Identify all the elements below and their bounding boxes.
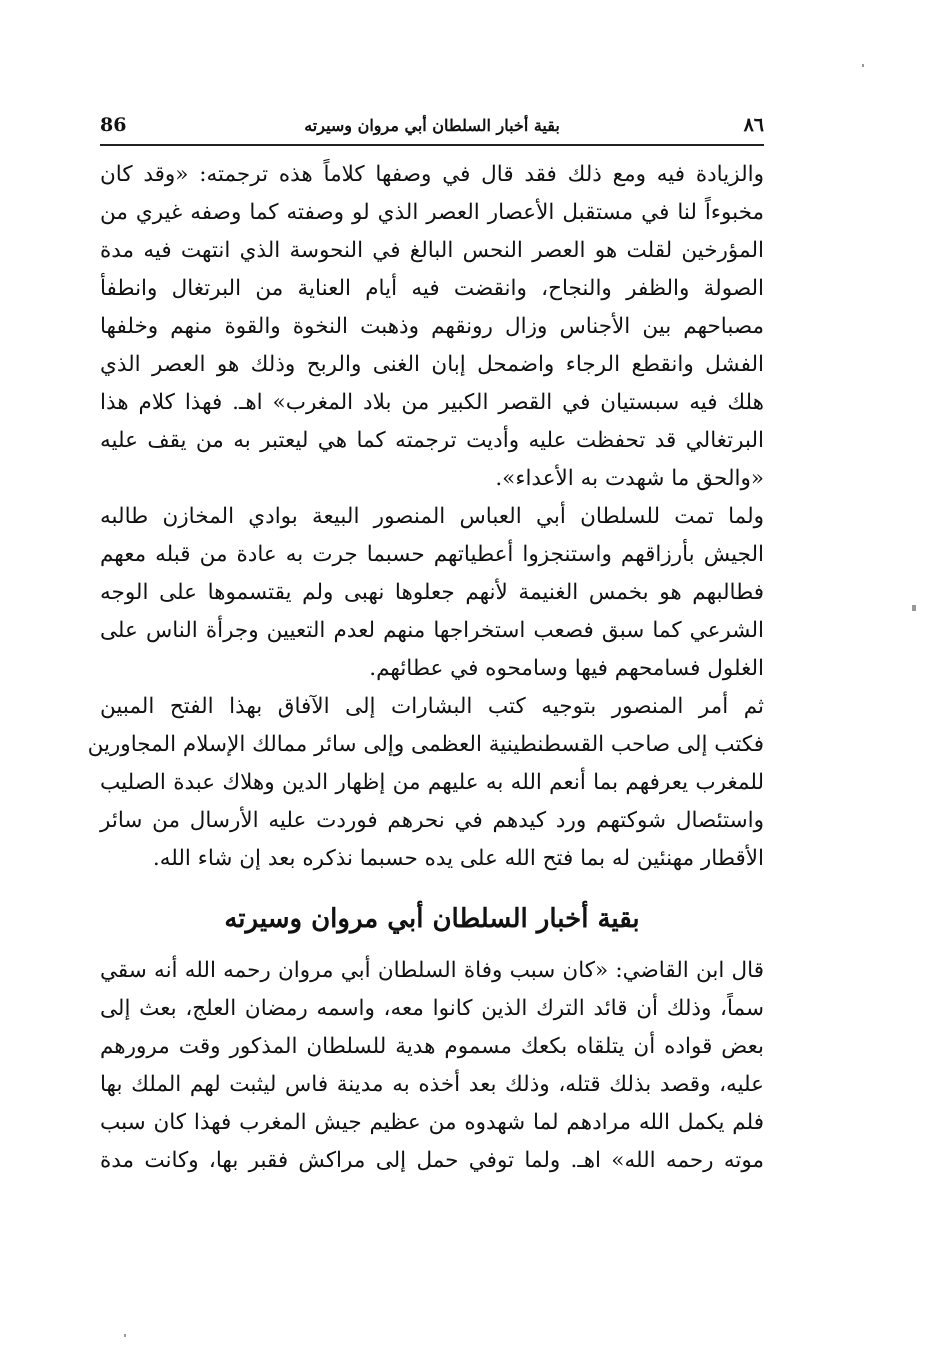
text-line: عليه، وقصد بذلك قتله، وذلك بعد أخذه به مدينة فاس ليثبت لهم الملك بها	[100, 1072, 764, 1097]
page-body	[87, 156, 764, 1180]
page-header	[100, 110, 764, 146]
text-line: موته رحمه الله» اهـ. ولما توفي حمل إلى مراكش فقبر بها، وكانت مدة	[100, 1148, 764, 1173]
running-title: بقية أخبار السلطان أبي مروان وسيرته	[304, 116, 560, 135]
text-line: مصباحهم بين الأجناس وزال رونقهم وذهبت النخوة والقوة منهم وخلفها	[100, 314, 764, 339]
text-line: بعض قواده أن يتلقاه بكعك مسموم هدية للسلطان المذكور وقت مرورهم	[100, 1034, 764, 1059]
text-line: «والحق ما شهدت به الأعداء».	[495, 466, 764, 491]
text-line: فطالبهم هو بخمس الغنيمة لأنهم جعلوها نهبى ولم يقتسموها على الوجه	[100, 580, 764, 605]
text-line: فلم يكمل الله مرادهم لما شهدوه من عظيم جيش المغرب فهذا كان سبب	[100, 1110, 764, 1135]
text-line: الصولة والظفر والنجاح، وانقضت فيه أيام العناية من البرتغال وانطفأ	[100, 276, 764, 301]
text-line: البرتغالي قد تحفظت عليه وأديت ترجمته كما هي ليعتبر به من يقف عليه	[100, 428, 764, 453]
text-line: الغلول فسامحهم فيها وسامحوه في عطائهم.	[369, 656, 764, 681]
text-line: واستئصال شوكتهم ورد كيدهم في نحرهم فوردت عليه الأرسال من سائر	[100, 808, 764, 833]
paragraph-4	[100, 952, 764, 1180]
text-line: سماً، وذلك أن قائد الترك الذين كانوا معه، واسمه رمضان العلج، بعث إلى	[100, 996, 764, 1021]
section-title: بقية أخبار السلطان أبي مروان وسيرته	[224, 904, 640, 934]
paragraph-2	[100, 498, 764, 688]
text-line: المؤرخين لقلت هو العصر النحس البالغ في النحوسة الذي انتهت فيه مدة	[100, 238, 764, 263]
section-spacer	[100, 878, 764, 896]
scan-speck	[124, 1334, 126, 1337]
text-line: ولما تمت للسلطان أبي العباس المنصور البيعة بوادي المخازن طالبه	[100, 504, 764, 529]
page-number-latin: 86	[100, 114, 127, 136]
scan-speck	[912, 605, 916, 611]
text-line: هلك فيه سبستيان في القصر الكبير من بلاد المغرب» اهـ. فهذا كلام هذا	[100, 390, 764, 415]
text-line: الأقطار مهنئين له بما فتح الله على يده حسبما نذكره بعد إن شاء الله.	[152, 846, 764, 871]
text-line: والزيادة فيه ومع ذلك فقد قال في وصفها كلاماً هذه ترجمته: «وقد كان	[100, 162, 764, 187]
text-line: فكتب إلى صاحب القسطنطينية العظمى وإلى سائر ممالك الإسلام المجاورين	[87, 732, 764, 757]
text-line: ثم أمر المنصور بتوجيه كتب البشارات إلى الآفاق بهذا الفتح المبين	[100, 694, 764, 719]
text-line: الشرعي كما سبق فصعب استخراجها منهم لعدم التعيين وجرأة الناس على	[100, 618, 764, 643]
text-line: مخبوءاً لنا في مستقبل الأعصار العصر الذي لو وصفته كما وصفه غيري من	[100, 200, 764, 225]
text-line: قال ابن القاضي: «كان سبب وفاة السلطان أبي مروان رحمه الله أنه سقي	[100, 958, 764, 983]
text-line: الفشل وانقطع الرجاء واضمحل إبان الغنى والربح وذلك هو العصر الذي	[100, 352, 764, 377]
text-line: للمغرب يعرفهم بما أنعم الله به عليهم من إظهار الدين وهلاك عبدة الصليب	[100, 770, 764, 795]
paragraph-1	[100, 156, 764, 498]
text-line: الجيش بأرزاقهم واستنجزوا أعطياتهم حسبما جرت به عادة من قبله معهم	[100, 542, 764, 567]
paragraph-3	[87, 688, 764, 878]
page-number-arabic: ٨٦	[743, 114, 764, 136]
scan-speck	[862, 64, 864, 67]
